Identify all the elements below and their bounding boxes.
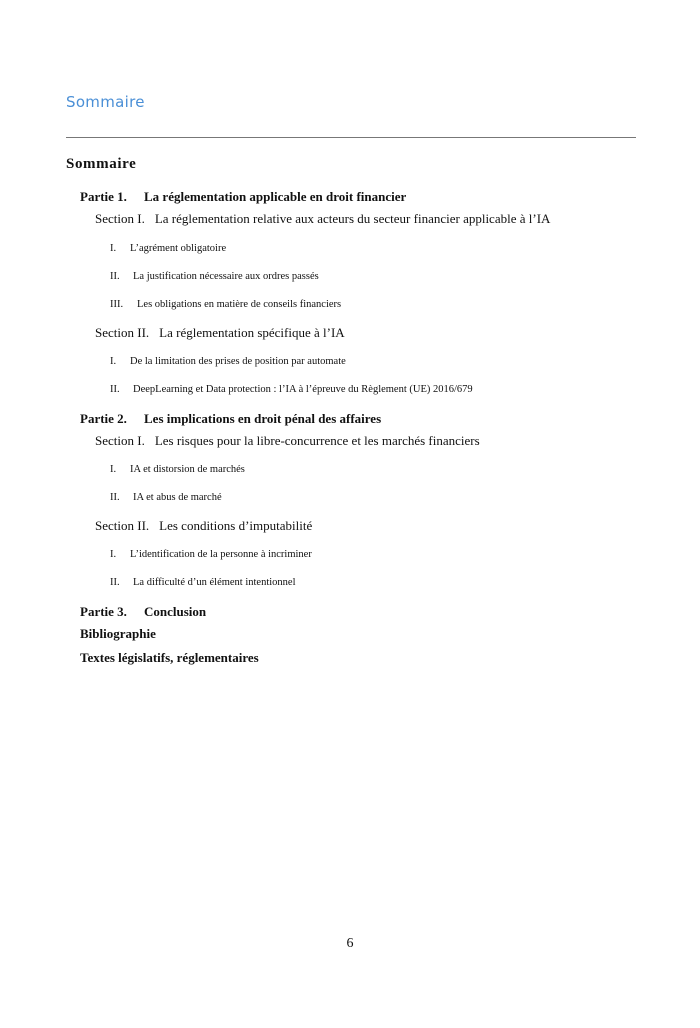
- toc-p2-s1-item-2-title: IA et abus de marché: [133, 492, 222, 503]
- toc-partie-1-title: La réglementation applicable en droit financier: [144, 189, 407, 204]
- toc-textes-legislatifs[interactable]: Textes législatifs, réglementaires: [80, 650, 259, 665]
- toc-p1-s1-item-2-title: La justification nécessaire aux ordres passés: [133, 271, 319, 282]
- toc-p2-s1-item-1-title: IA et distorsion de marchés: [130, 464, 245, 475]
- toc-p1-s1-item-3-title: Les obligations en matière de conseils financiers: [137, 299, 342, 310]
- toc-p2-s2-item-2-number: II.: [110, 577, 120, 588]
- toc-p1-s2-item-2-number: II.: [110, 384, 120, 395]
- toc-partie-2-title: Les implications en droit pénal des affaires: [144, 411, 382, 426]
- page-number: 6: [346, 936, 354, 951]
- header-rule: [66, 137, 636, 138]
- toc-p1-s2-item-2-title: DeepLearning et Data protection : l’IA à l’épreuve du Règlement (UE) 2016/679: [133, 384, 473, 395]
- toc-p1-section-1-title: La réglementation relative aux acteurs du secteur financier applicable à l’IA: [154, 211, 551, 226]
- toc-p2-section-2-title: Les conditions d’imputabilité: [159, 518, 313, 533]
- toc-partie-2-number: Partie 2.: [80, 411, 127, 426]
- toc-p1-section-2-title: La réglementation spécifique à l’IA: [159, 325, 345, 340]
- toc-partie-1-number: Partie 1.: [80, 189, 127, 204]
- toc-partie-3[interactable]: [80, 604, 206, 620]
- toc-p1-section-2-number: Section II.: [95, 325, 150, 340]
- toc-p1-s1-item-1-title: L’agrément obligatoire: [130, 243, 227, 254]
- toc-partie-1[interactable]: [80, 189, 406, 205]
- toc-p2-s1-item-1-number: I.: [110, 464, 117, 475]
- toc-partie-3-title: Conclusion: [144, 604, 207, 619]
- toc-bibliographie[interactable]: Bibliographie: [80, 626, 156, 641]
- toc-p2-section-2[interactable]: [95, 518, 312, 534]
- toc-p1-s2-item-1-title: De la limitation des prises de position par automate: [130, 356, 346, 367]
- toc-p2-s2-item-1-title: L’identification de la personne à incriminer: [130, 549, 312, 560]
- toc-partie-2[interactable]: [80, 411, 381, 427]
- toc-p2-s2-item-2-title: La difficulté d’un élément intentionnel: [133, 577, 296, 588]
- toc-p1-s1-item-1-number: I.: [110, 243, 117, 254]
- toc-p1-s2-item-1-number: I.: [110, 356, 117, 367]
- toc-p2-section-1[interactable]: [95, 433, 480, 449]
- toc-p2-section-1-title: Les risques pour la libre-concurrence et les marchés financiers: [154, 433, 480, 448]
- toc-p2-s1-item-2-number: II.: [110, 492, 120, 503]
- header-title: Sommaire: [66, 93, 145, 111]
- toc-p2-section-2-number: Section II.: [95, 518, 150, 533]
- toc-p1-s1-item-3-number: III.: [110, 299, 124, 310]
- toc-p1-s1-item-2-number: II.: [110, 271, 120, 282]
- toc-p1-section-1-number: Section I.: [95, 211, 145, 226]
- toc-p2-section-1-number: Section I.: [95, 433, 145, 448]
- toc-p2-s2-item-1-number: I.: [110, 549, 117, 560]
- toc-partie-3-number: Partie 3.: [80, 604, 127, 619]
- toc-p1-section-2[interactable]: [95, 325, 345, 341]
- toc-heading: Sommaire: [66, 156, 137, 172]
- toc-p1-section-1[interactable]: [95, 211, 550, 227]
